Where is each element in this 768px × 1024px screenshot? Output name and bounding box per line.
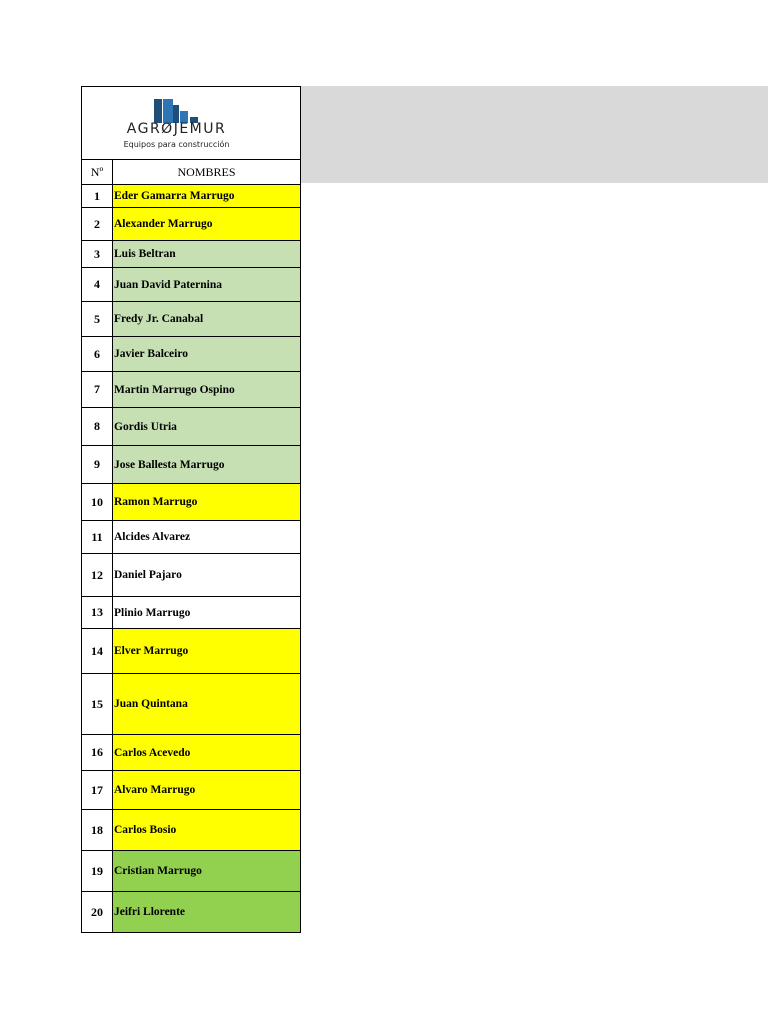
row-name: Cristian Marrugo: [113, 851, 301, 891]
row-name: Luis Beltran: [113, 241, 301, 267]
row-name: Elver Marrugo: [113, 629, 301, 673]
row-number: 9: [82, 446, 113, 483]
row-name: Gordis Utria: [113, 408, 301, 445]
row-number: 11: [82, 521, 113, 553]
row-name: Eder Gamarra Marrugo: [113, 185, 301, 207]
row-number: 10: [82, 484, 113, 520]
row-number: 15: [82, 674, 113, 734]
table-row: [82, 208, 301, 241]
table-row: [82, 771, 301, 810]
row-name: Fredy Jr. Canabal: [113, 302, 301, 336]
row-number: 1: [82, 185, 113, 207]
row-name: Jeifri Llorente: [113, 892, 301, 932]
header-row: [82, 159, 301, 185]
table-row: [82, 302, 301, 337]
row-number: 20: [82, 892, 113, 932]
row-number: 6: [82, 337, 113, 371]
row-number: 4: [82, 268, 113, 301]
row-number: 5: [82, 302, 113, 336]
row-name: Carlos Bosio: [113, 810, 301, 850]
table-row: [82, 554, 301, 597]
row-name: Jose Ballesta Marrugo: [113, 446, 301, 483]
table-body: [82, 185, 301, 933]
row-number: 16: [82, 735, 113, 770]
number-column-header: Nº: [82, 160, 113, 184]
row-name: Alexander Marrugo: [113, 208, 301, 240]
table-row: [82, 268, 301, 302]
row-number: 8: [82, 408, 113, 445]
table-row: [82, 597, 301, 629]
table-row: [82, 185, 301, 208]
table-row: [82, 408, 301, 446]
row-name: Plinio Marrugo: [113, 597, 301, 628]
table-row: [82, 521, 301, 554]
row-number: 3: [82, 241, 113, 267]
table-row: [82, 337, 301, 372]
row-name: Martin Marrugo Ospino: [113, 372, 301, 407]
row-name: Juan David Paternina: [113, 268, 301, 301]
table-row: [82, 241, 301, 268]
row-number: 12: [82, 554, 113, 596]
names-table: [81, 86, 301, 933]
row-name: Juan Quintana: [113, 674, 301, 734]
row-name: Alcides Alvarez: [113, 521, 301, 553]
row-number: 18: [82, 810, 113, 850]
row-name: Javier Balceiro: [113, 337, 301, 371]
logo-cell: [82, 87, 301, 159]
row-number: 7: [82, 372, 113, 407]
table-row: [82, 851, 301, 892]
row-number: 13: [82, 597, 113, 628]
row-name: Carlos Acevedo: [113, 735, 301, 770]
row-number: 2: [82, 208, 113, 240]
table-row: [82, 484, 301, 521]
table-row: [82, 674, 301, 735]
table-row: [82, 892, 301, 933]
company-logo: [103, 91, 250, 153]
table-row: [82, 446, 301, 484]
row-name: Alvaro Marrugo: [113, 771, 301, 809]
names-column-header: NOMBRES: [113, 160, 301, 184]
table-row: [82, 629, 301, 674]
row-name: Ramon Marrugo: [113, 484, 301, 520]
row-number: 14: [82, 629, 113, 673]
row-number: 17: [82, 771, 113, 809]
table-row: [82, 735, 301, 771]
logo-wordmark: AGRØJEMUR: [126, 121, 227, 137]
row-name: Daniel Pajaro: [113, 554, 301, 596]
header-band: [300, 86, 768, 183]
row-number: 19: [82, 851, 113, 891]
logo-tagline: Equipos para construcción: [123, 140, 230, 149]
table-row: [82, 810, 301, 851]
table-row: [82, 372, 301, 408]
